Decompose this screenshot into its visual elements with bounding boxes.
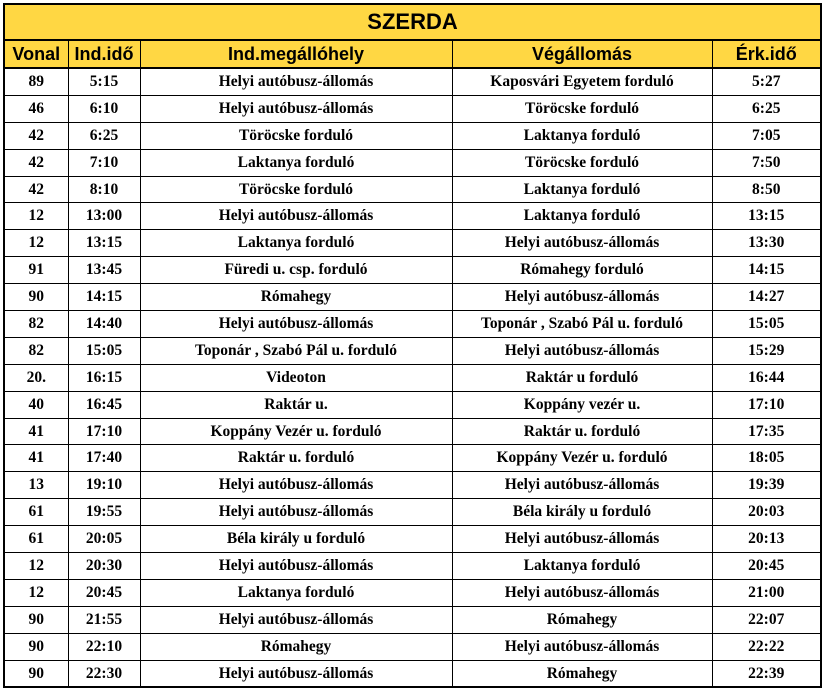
cell-ind-megallohely: Rómahegy bbox=[140, 284, 452, 311]
cell-vegallomas: Laktanya forduló bbox=[452, 553, 712, 580]
cell-vegallomas: Raktár u. forduló bbox=[452, 418, 712, 445]
cell-ind-ido: 6:25 bbox=[68, 122, 140, 149]
table-row bbox=[4, 472, 821, 499]
cell-vonal: 89 bbox=[4, 68, 68, 95]
header-ind-ido: Ind.idő bbox=[68, 40, 140, 68]
cell-ind-megallohely: Töröcske forduló bbox=[140, 176, 452, 203]
cell-ind-ido: 7:10 bbox=[68, 149, 140, 176]
cell-vonal: 12 bbox=[4, 553, 68, 580]
cell-vonal: 90 bbox=[4, 633, 68, 660]
cell-vonal: 40 bbox=[4, 391, 68, 418]
cell-ind-ido: 13:00 bbox=[68, 203, 140, 230]
table-row bbox=[4, 660, 821, 687]
cell-vonal: 91 bbox=[4, 257, 68, 284]
cell-ind-megallohely: Helyi autóbusz-állomás bbox=[140, 553, 452, 580]
cell-vegallomas: Töröcske forduló bbox=[452, 149, 712, 176]
cell-ind-ido: 20:30 bbox=[68, 553, 140, 580]
cell-ind-megallohely: Füredi u. csp. forduló bbox=[140, 257, 452, 284]
cell-vonal: 12 bbox=[4, 230, 68, 257]
cell-vonal: 90 bbox=[4, 660, 68, 687]
cell-vegallomas: Laktanya forduló bbox=[452, 176, 712, 203]
cell-vegallomas: Raktár u forduló bbox=[452, 364, 712, 391]
header-vonal: Vonal bbox=[4, 40, 68, 68]
cell-vegallomas: Helyi autóbusz-állomás bbox=[452, 230, 712, 257]
cell-ind-megallohely: Laktanya forduló bbox=[140, 579, 452, 606]
header-vegallomas: Végállomás bbox=[452, 40, 712, 68]
cell-vegallomas: Laktanya forduló bbox=[452, 122, 712, 149]
cell-vegallomas: Kaposvári Egyetem forduló bbox=[452, 68, 712, 95]
cell-ind-megallohely: Helyi autóbusz-állomás bbox=[140, 472, 452, 499]
cell-vegallomas: Helyi autóbusz-állomás bbox=[452, 472, 712, 499]
cell-erk-ido: 7:50 bbox=[712, 149, 821, 176]
cell-erk-ido: 16:44 bbox=[712, 364, 821, 391]
cell-vegallomas: Helyi autóbusz-állomás bbox=[452, 579, 712, 606]
table-row bbox=[4, 122, 821, 149]
cell-vonal: 42 bbox=[4, 176, 68, 203]
cell-erk-ido: 22:07 bbox=[712, 606, 821, 633]
cell-vegallomas: Helyi autóbusz-állomás bbox=[452, 284, 712, 311]
page-title: SZERDA bbox=[4, 4, 821, 40]
header-row bbox=[4, 40, 821, 68]
cell-ind-ido: 14:15 bbox=[68, 284, 140, 311]
cell-vonal: 90 bbox=[4, 606, 68, 633]
cell-ind-megallohely: Toponár , Szabó Pál u. forduló bbox=[140, 337, 452, 364]
cell-erk-ido: 17:35 bbox=[712, 418, 821, 445]
cell-erk-ido: 13:30 bbox=[712, 230, 821, 257]
cell-ind-megallohely: Helyi autóbusz-állomás bbox=[140, 499, 452, 526]
cell-ind-megallohely: Töröcske forduló bbox=[140, 122, 452, 149]
table-row bbox=[4, 445, 821, 472]
table-row bbox=[4, 284, 821, 311]
cell-ind-megallohely: Helyi autóbusz-állomás bbox=[140, 606, 452, 633]
table-row bbox=[4, 149, 821, 176]
cell-vegallomas: Rómahegy forduló bbox=[452, 257, 712, 284]
cell-erk-ido: 20:03 bbox=[712, 499, 821, 526]
cell-ind-ido: 5:15 bbox=[68, 68, 140, 95]
cell-ind-megallohely: Laktanya forduló bbox=[140, 149, 452, 176]
table-row bbox=[4, 176, 821, 203]
cell-erk-ido: 15:29 bbox=[712, 337, 821, 364]
cell-vegallomas: Helyi autóbusz-állomás bbox=[452, 337, 712, 364]
cell-vegallomas: Töröcske forduló bbox=[452, 95, 712, 122]
cell-ind-ido: 6:10 bbox=[68, 95, 140, 122]
cell-ind-megallohely: Helyi autóbusz-állomás bbox=[140, 203, 452, 230]
cell-erk-ido: 22:39 bbox=[712, 660, 821, 687]
cell-ind-ido: 19:10 bbox=[68, 472, 140, 499]
cell-erk-ido: 20:13 bbox=[712, 526, 821, 553]
cell-erk-ido: 6:25 bbox=[712, 95, 821, 122]
cell-ind-ido: 15:05 bbox=[68, 337, 140, 364]
table-row bbox=[4, 257, 821, 284]
cell-ind-megallohely: Helyi autóbusz-állomás bbox=[140, 311, 452, 338]
cell-vonal: 41 bbox=[4, 418, 68, 445]
cell-vegallomas: Rómahegy bbox=[452, 606, 712, 633]
cell-ind-ido: 22:30 bbox=[68, 660, 140, 687]
cell-erk-ido: 21:00 bbox=[712, 579, 821, 606]
header-ind-megallohely: Ind.megállóhely bbox=[140, 40, 452, 68]
cell-vonal: 42 bbox=[4, 122, 68, 149]
cell-ind-megallohely: Béla király u forduló bbox=[140, 526, 452, 553]
cell-ind-megallohely: Videoton bbox=[140, 364, 452, 391]
cell-erk-ido: 5:27 bbox=[712, 68, 821, 95]
cell-ind-ido: 16:15 bbox=[68, 364, 140, 391]
cell-ind-megallohely: Helyi autóbusz-állomás bbox=[140, 68, 452, 95]
cell-erk-ido: 19:39 bbox=[712, 472, 821, 499]
cell-ind-megallohely: Raktár u. forduló bbox=[140, 445, 452, 472]
cell-ind-megallohely: Laktanya forduló bbox=[140, 230, 452, 257]
table-row bbox=[4, 203, 821, 230]
cell-ind-ido: 16:45 bbox=[68, 391, 140, 418]
cell-erk-ido: 18:05 bbox=[712, 445, 821, 472]
table-row bbox=[4, 364, 821, 391]
cell-vonal: 20. bbox=[4, 364, 68, 391]
cell-erk-ido: 20:45 bbox=[712, 553, 821, 580]
cell-vegallomas: Koppány vezér u. bbox=[452, 391, 712, 418]
cell-ind-megallohely: Rómahegy bbox=[140, 633, 452, 660]
table-row bbox=[4, 311, 821, 338]
cell-ind-ido: 13:45 bbox=[68, 257, 140, 284]
cell-erk-ido: 13:15 bbox=[712, 203, 821, 230]
table-row bbox=[4, 606, 821, 633]
table-row bbox=[4, 418, 821, 445]
table-row bbox=[4, 337, 821, 364]
cell-erk-ido: 7:05 bbox=[712, 122, 821, 149]
table-row bbox=[4, 391, 821, 418]
cell-ind-ido: 8:10 bbox=[68, 176, 140, 203]
cell-ind-ido: 20:05 bbox=[68, 526, 140, 553]
table-row bbox=[4, 499, 821, 526]
cell-vegallomas: Helyi autóbusz-állomás bbox=[452, 633, 712, 660]
cell-vegallomas: Helyi autóbusz-állomás bbox=[452, 526, 712, 553]
cell-erk-ido: 8:50 bbox=[712, 176, 821, 203]
cell-vonal: 61 bbox=[4, 526, 68, 553]
cell-erk-ido: 14:27 bbox=[712, 284, 821, 311]
cell-vonal: 90 bbox=[4, 284, 68, 311]
cell-ind-ido: 17:40 bbox=[68, 445, 140, 472]
table-row bbox=[4, 95, 821, 122]
cell-vonal: 82 bbox=[4, 337, 68, 364]
title-row bbox=[4, 4, 821, 40]
cell-ind-ido: 22:10 bbox=[68, 633, 140, 660]
cell-vonal: 46 bbox=[4, 95, 68, 122]
cell-vonal: 12 bbox=[4, 579, 68, 606]
timetable-container bbox=[3, 3, 820, 688]
cell-ind-megallohely: Raktár u. bbox=[140, 391, 452, 418]
cell-ind-megallohely: Helyi autóbusz-állomás bbox=[140, 660, 452, 687]
cell-ind-ido: 20:45 bbox=[68, 579, 140, 606]
cell-erk-ido: 17:10 bbox=[712, 391, 821, 418]
table-row bbox=[4, 68, 821, 95]
cell-vonal: 41 bbox=[4, 445, 68, 472]
header-erk-ido: Érk.idő bbox=[712, 40, 821, 68]
timetable bbox=[3, 3, 822, 688]
cell-ind-ido: 19:55 bbox=[68, 499, 140, 526]
cell-ind-ido: 21:55 bbox=[68, 606, 140, 633]
cell-vegallomas: Rómahegy bbox=[452, 660, 712, 687]
cell-ind-megallohely: Helyi autóbusz-állomás bbox=[140, 95, 452, 122]
table-row bbox=[4, 526, 821, 553]
cell-erk-ido: 14:15 bbox=[712, 257, 821, 284]
cell-vegallomas: Toponár , Szabó Pál u. forduló bbox=[452, 311, 712, 338]
cell-ind-ido: 13:15 bbox=[68, 230, 140, 257]
table-row bbox=[4, 230, 821, 257]
timetable-body bbox=[4, 68, 821, 687]
cell-vonal: 12 bbox=[4, 203, 68, 230]
cell-vonal: 61 bbox=[4, 499, 68, 526]
cell-vonal: 82 bbox=[4, 311, 68, 338]
cell-vegallomas: Koppány Vezér u. forduló bbox=[452, 445, 712, 472]
cell-vegallomas: Béla király u forduló bbox=[452, 499, 712, 526]
cell-ind-ido: 17:10 bbox=[68, 418, 140, 445]
cell-erk-ido: 15:05 bbox=[712, 311, 821, 338]
cell-vegallomas: Laktanya forduló bbox=[452, 203, 712, 230]
table-row bbox=[4, 553, 821, 580]
table-row bbox=[4, 579, 821, 606]
cell-vonal: 42 bbox=[4, 149, 68, 176]
cell-vonal: 13 bbox=[4, 472, 68, 499]
table-row bbox=[4, 633, 821, 660]
cell-erk-ido: 22:22 bbox=[712, 633, 821, 660]
cell-ind-ido: 14:40 bbox=[68, 311, 140, 338]
cell-ind-megallohely: Koppány Vezér u. forduló bbox=[140, 418, 452, 445]
